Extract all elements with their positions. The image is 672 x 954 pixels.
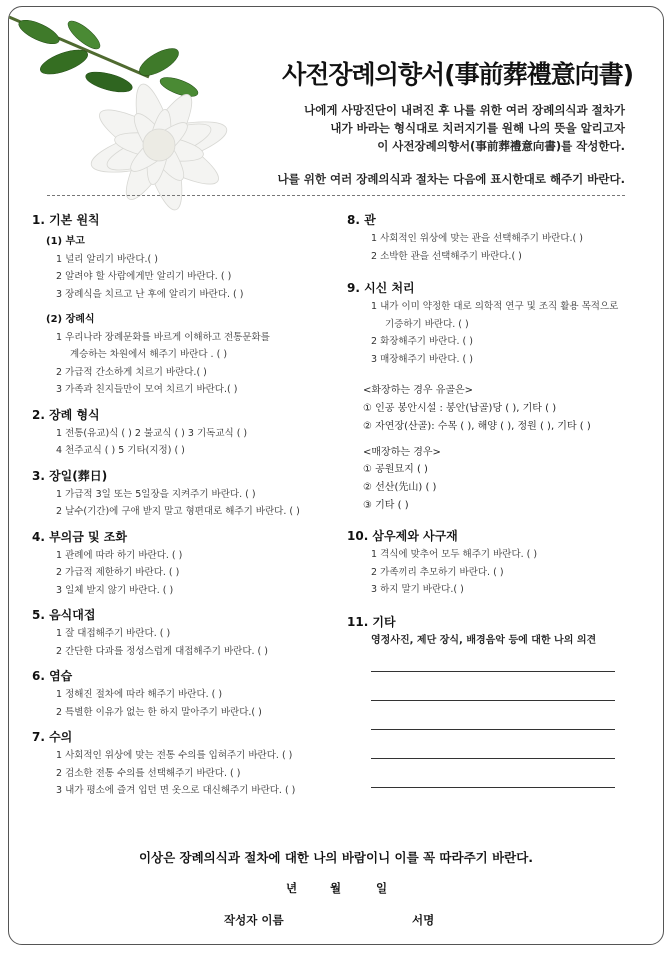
option-item[interactable]: 1 우리나라 장례문화를 바르게 이해하고 전통문화를 bbox=[56, 331, 270, 343]
option-item[interactable]: 3 일체 받지 않기 바란다. ( ) bbox=[56, 584, 174, 596]
right-column bbox=[347, 204, 647, 788]
writing-line[interactable] bbox=[371, 701, 615, 730]
option-item-continued[interactable]: 기증하기 바란다. ( ) bbox=[385, 318, 469, 330]
option-item[interactable]: 2 날수(기간)에 구애 받지 말고 형편대로 해주기 바란다. ( ) bbox=[56, 506, 300, 517]
section-heading: 6. 염습 bbox=[32, 669, 73, 683]
option-item[interactable]: 3 매장해주기 바란다. ( ) bbox=[371, 353, 473, 365]
option-item[interactable]: 1 전통(유교)식 ( ) 2 불교식 ( ) 3 기독교식 ( ) bbox=[56, 427, 248, 439]
left-column bbox=[32, 204, 332, 800]
section-heading: 1. 기본 원칙 bbox=[32, 213, 100, 227]
option-item[interactable]: 1 사회적인 위상에 맞는 전통 수의를 입혀주기 바란다. ( ) bbox=[56, 750, 293, 761]
option-item[interactable]: 2 화장해주기 바란다. ( ) bbox=[371, 336, 473, 347]
option-item[interactable]: 1 격식에 맞추어 모두 해주기 바란다. ( ) bbox=[371, 549, 538, 560]
section-heading: 4. 부의금 및 조화 bbox=[32, 529, 127, 544]
cremation-option[interactable]: ② 자연장(산골): 수목 ( ), 해양 ( ), 정원 ( ), 기타 ( ) bbox=[363, 420, 591, 432]
section-heading: 7. 수의 bbox=[32, 730, 73, 744]
subsection-heading: (2) 장례식 bbox=[46, 314, 95, 325]
intro-line: 나에게 사망진단이 내려진 후 나를 위한 여러 장례의식과 절차가 bbox=[304, 103, 625, 117]
option-item[interactable]: 3 하지 말기 바란다.( ) bbox=[371, 584, 464, 595]
option-item[interactable]: 1 정해진 절차에 따라 해주기 바란다. ( ) bbox=[56, 689, 223, 700]
intro-line: 내가 바라는 형식대로 치러지기를 원해 나의 뜻을 알리고자 bbox=[330, 121, 625, 135]
option-item[interactable]: 2 가급적 제한하기 바란다. ( ) bbox=[56, 567, 180, 578]
section-heading: 2. 장례 형식 bbox=[32, 407, 100, 422]
signature-label[interactable]: 서명 bbox=[412, 913, 435, 927]
cremation-label: <화장하는 경우 유골은> bbox=[363, 385, 474, 396]
option-item[interactable]: 2 가급적 간소하게 치르기 바란다.( ) bbox=[56, 366, 207, 378]
burial-option[interactable]: ② 선산(先山) ( ) bbox=[363, 482, 437, 493]
writing-line[interactable] bbox=[371, 759, 615, 788]
writing-line[interactable] bbox=[371, 649, 615, 672]
option-item[interactable]: 1 관례에 따라 하기 바란다. ( ) bbox=[56, 549, 183, 561]
author-name-label[interactable]: 작성자 이름 bbox=[224, 913, 284, 927]
section-heading: 9. 시신 처리 bbox=[347, 281, 415, 295]
intro-note: 나를 위한 여러 장례의식과 절차는 다음에 표시한대로 해주기 바란다. bbox=[277, 172, 625, 186]
other-description: 영정사진, 제단 장식, 배경음악 등에 대한 나의 의견 bbox=[371, 634, 597, 646]
option-item[interactable]: 1 가급적 3일 또는 5일장을 지켜주기 바란다. ( ) bbox=[56, 488, 256, 500]
day-label[interactable]: 일 bbox=[376, 881, 388, 895]
option-item[interactable]: 4 천주교식 ( ) 5 기타(지정) ( ) bbox=[56, 445, 185, 456]
closing-statement: 이상은 장례의식과 절차에 대한 나의 바람이니 이를 꼭 따라주기 바란다. bbox=[138, 850, 534, 865]
intro-line: 이 사전장례의향서(事前葬禮意向書)를 작성한다. bbox=[377, 139, 625, 153]
option-item[interactable]: 3 내가 평소에 즐겨 입던 면 옷으로 대신해주기 바란다. ( ) bbox=[56, 785, 296, 796]
option-item[interactable]: 1 사회적인 위상에 맞는 관을 선택해주기 바란다.( ) bbox=[371, 233, 583, 244]
option-item[interactable]: 1 널리 알리기 바란다.( ) bbox=[56, 253, 158, 265]
option-item[interactable]: 3 가족과 친지들만이 모여 치르기 바란다.( ) bbox=[56, 384, 238, 395]
option-item[interactable]: 2 소박한 관을 선택해주기 바란다.( ) bbox=[371, 250, 522, 262]
dashed-divider bbox=[47, 195, 625, 196]
option-item[interactable]: 2 알려야 할 사람에게만 알리기 바란다. ( ) bbox=[56, 271, 232, 282]
burial-option[interactable]: ③ 기타 ( ) bbox=[363, 500, 409, 511]
section-heading: 5. 음식대접 bbox=[32, 608, 96, 622]
year-label[interactable]: 년 bbox=[286, 881, 298, 895]
section-heading: 10. 삼우제와 사구재 bbox=[347, 529, 458, 543]
option-item[interactable]: 2 특별한 이유가 없는 한 하지 말아주기 바란다.( ) bbox=[56, 706, 262, 718]
month-label[interactable]: 월 bbox=[330, 881, 342, 895]
section-heading: 3. 장일(葬日) bbox=[32, 468, 108, 483]
burial-label: <매장하는 경우> bbox=[363, 446, 441, 458]
section-heading: 11. 기타 bbox=[347, 614, 396, 629]
option-item[interactable]: 1 내가 이미 약정한 대로 의학적 연구 및 조직 활용 목적으로 bbox=[371, 301, 619, 312]
option-item[interactable]: 2 검소한 전통 수의를 선택해주기 바란다. ( ) bbox=[56, 767, 241, 779]
option-item[interactable]: 2 가족끼리 추모하기 바란다. ( ) bbox=[371, 566, 504, 578]
option-item[interactable]: 3 장례식을 치르고 난 후에 알리기 바란다. ( ) bbox=[56, 288, 244, 300]
writing-line[interactable] bbox=[371, 672, 615, 701]
document-title: 사전장례의향서(事前葬禮意向書) bbox=[282, 60, 633, 89]
option-item-continued[interactable]: 계승하는 차원에서 해주기 바란다 . ( ) bbox=[70, 349, 228, 360]
section-heading: 8. 관 bbox=[347, 213, 376, 227]
subsection-heading: (1) 부고 bbox=[46, 236, 85, 247]
option-item[interactable]: 2 간단한 다과를 정성스럽게 대접해주기 바란다. ( ) bbox=[56, 645, 268, 657]
burial-option[interactable]: ① 공원묘지 ( ) bbox=[363, 464, 428, 475]
writing-line[interactable] bbox=[371, 730, 615, 759]
option-item[interactable]: 1 잘 대접해주기 바란다. ( ) bbox=[56, 628, 171, 639]
intro-text bbox=[304, 101, 625, 155]
cremation-option[interactable]: ① 인공 봉안시설 : 봉안(납골)당 ( ), 기타 ( ) bbox=[363, 402, 557, 414]
